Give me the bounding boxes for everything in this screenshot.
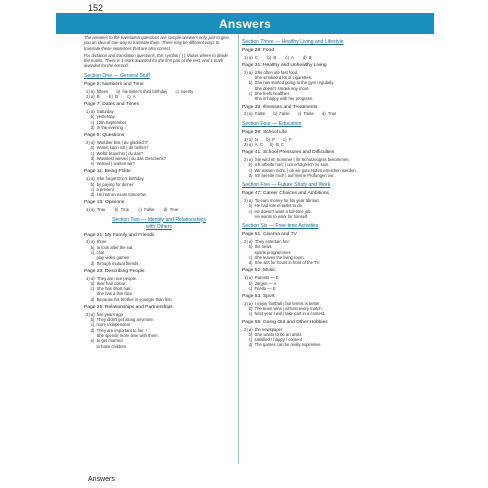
answer-line: d) Wüsstest wieviel | du das Geschenk? [86, 155, 166, 161]
answer-line: b) Womit kann ich | dir helfen? [86, 145, 149, 151]
page-number: 152 [88, 3, 104, 13]
answer-line: 2) a) She often ate fast food. [244, 69, 299, 75]
answers-header-bar [56, 13, 434, 34]
answer-line: 1) a) Parents — E [244, 275, 279, 281]
page-heading: Page 21: My Family and Friends [84, 232, 155, 238]
answer-line: 1) a) C b) B c) A d) B [244, 54, 312, 60]
answer-line: 1) a) True b) True c) False d) True [86, 207, 179, 213]
page-heading: Page 53: Sport [242, 294, 275, 300]
page-heading: Page 33: Illnesses and Treatments [242, 104, 318, 110]
page-heading: Page 29: Food [242, 48, 275, 53]
answer-line: She doesn't smoke any more. [244, 85, 310, 91]
page-heading: Page 25: Relationships and Partnerships [84, 305, 173, 311]
answer-line: b) He had lots of tasks to do. [244, 203, 304, 209]
answer-line: d) They are important to her. / [86, 327, 147, 333]
answer-line: 2) a) three [86, 239, 107, 245]
answer-line: b) They didn't get along anymore. [86, 317, 154, 323]
answer-line: 2) a) False b) False c) False d) True [244, 111, 337, 117]
answer-line: sports programmes [244, 249, 291, 255]
answer-line: 2) a) B b) B c) A [86, 93, 136, 99]
answer-line: 2) a) A, C b) B, C [244, 141, 285, 147]
answer-line: 1) a) N b) P c) P [244, 136, 292, 142]
answer-line: b) She wants to be an artist. [244, 331, 302, 337]
page-heading: Page 31: Healthy and Unhealthy Living [242, 63, 327, 69]
answer-line: d) The games can be really expensive. [244, 342, 322, 348]
intro-paragraph: For dictation and translation questions, this symbol ( | ) shows where to divide the marks. There is 1 mark awarded for the first part of the text, and 1 mark awarded for the second. [84, 52, 228, 69]
answer-line: b) Ich arbeite hart, | um erfolgreich zu sein. [244, 162, 330, 168]
answer-line: b) The team wins | almost every match. [244, 306, 323, 312]
answer-line: c) 12th September [86, 119, 127, 125]
answer-line: She has a thin face. [86, 291, 134, 297]
answer-line: e) Worauf | warten wir? [86, 161, 135, 167]
section-title: Section Three — Healthy Living and Lifestyle [242, 39, 344, 45]
answer-line: e) to get married [86, 338, 123, 344]
answer-line: d) In the evening [86, 124, 124, 130]
answer-line: c) a present [86, 186, 114, 192]
answer-line: c) She has short hair. [86, 286, 132, 292]
left-content [84, 73, 234, 349]
answer-line: to have children [86, 343, 127, 349]
answer-line: c) Next year I will | take part in a contest. [244, 311, 326, 317]
answer-line: c) more independent [86, 322, 131, 328]
section-title: with Others [146, 223, 172, 230]
section-title: Section Six — Free-time Activities [242, 223, 319, 230]
answer-line: 2) a) Wo/über bist | du glücklich? [86, 139, 148, 145]
answer-line: b) by paying for dinner [86, 181, 134, 187]
page-heading: Page 5: Numbers and Time [84, 81, 144, 87]
answer-line: b) the news [244, 244, 272, 250]
answer-line: c) Wir wissen nicht, | ob wir gute Noten erreichen werden. [244, 167, 357, 173]
right-content [242, 39, 400, 348]
answer-line: c) satisfied / happy / content [244, 337, 302, 343]
answer-line: c) He doesn't want a full-time job. [244, 208, 312, 214]
answer-line: c) She feels healthier. [244, 91, 291, 97]
answer-line: d) She sits for hours in front of the TV. [244, 260, 321, 266]
answer-line: b) Jürgen — A [244, 280, 277, 286]
answer-line: 1) a) They are nice people. [86, 275, 138, 281]
intro-block [84, 35, 234, 69]
answer-line: c) Wofür brauchst | du das? [86, 150, 144, 156]
answer-line: d) Because his brother is younger than him. [86, 296, 173, 302]
page-heading: Page 7: Dates and Times [84, 102, 139, 108]
answer-line: She smoked a lot of cigarettes. [244, 75, 312, 81]
answer-line: d) Ich bereite mich | auf meine Prüfungen vor. [244, 172, 335, 178]
answer-line: c) She leaves the living room. [244, 254, 305, 260]
answer-line: d) He has an exam tomorrow. [86, 192, 147, 198]
answer-line: He wants to work for himself. [244, 213, 309, 219]
intro-paragraph: The answers to the translation questions are sample answers only, just to give you an idea of one way to translate them. There may be different ways to translate these sentences that are also correct. [84, 35, 229, 51]
answer-line: 1) a) I enjoy football | but tennis is better. [244, 300, 321, 306]
right-column [242, 35, 400, 348]
page-heading: Page 11: Being Polite [84, 169, 131, 175]
page-heading: Page 47: Career Choices and Ambitions [242, 191, 329, 197]
answer-line: c) Frieda — E [244, 285, 276, 291]
footer-label: Answers [88, 476, 115, 483]
page-heading: Page 41: School Pressures and Difficulties [242, 150, 335, 156]
section-title: Section Four — Education [242, 120, 302, 127]
answer-line: 1) a) fifteen b) his sister's third birthday c) twenty [86, 88, 194, 94]
answer-line: 2) a) They entertain her. [244, 238, 290, 244]
answer-line: c) chat [86, 249, 105, 255]
page-heading: Page 23: Describing People [84, 268, 145, 274]
answer-line: She is happy with her progress. [244, 96, 314, 102]
page-heading: Page 52: Music [242, 268, 276, 274]
page-heading: Page 55: Going Out and Other Hobbies [242, 319, 328, 325]
answer-line: d) through mutual friends [86, 260, 139, 266]
section-title: Section Two — Identity and Relationships [112, 216, 206, 223]
answer-line: 2) a) five years ago [86, 311, 124, 317]
page-heading: Page 39: School Life [242, 129, 288, 135]
answer-line: 2) a) To earn money for his year abroad. [244, 197, 320, 203]
answer-line: 2) a) Sie wird im Sommer | ihr Schulzeugnis bekommen. [244, 156, 350, 162]
answer-line: 1) a) She forgot Eric's birthday. [86, 176, 145, 182]
column-divider [238, 34, 239, 464]
answer-line: b) She has started going to the gym regularly. [244, 80, 335, 86]
page-heading: Page 51: Cinema and TV [242, 232, 297, 238]
section-title: Section Five — Future Study and Work [242, 182, 331, 189]
answer-line: 2) a) the newspaper [244, 326, 283, 332]
answer-line: b) yesterday [86, 114, 115, 120]
page-heading: Page 13: Opinions [84, 200, 125, 206]
answer-line: 1) a) Saturday [86, 108, 114, 114]
header-title: Answers [218, 16, 272, 31]
answer-line: She spends more time with them. [86, 333, 159, 339]
answer-line: b) their hair colour [86, 280, 126, 286]
section-title: Section One — General Stuff [84, 72, 150, 79]
left-column [84, 35, 234, 349]
answer-line: play video games [86, 255, 130, 261]
answer-line: b) to look after the cat [86, 244, 133, 250]
page-heading: Page 9: Questions [84, 133, 125, 139]
